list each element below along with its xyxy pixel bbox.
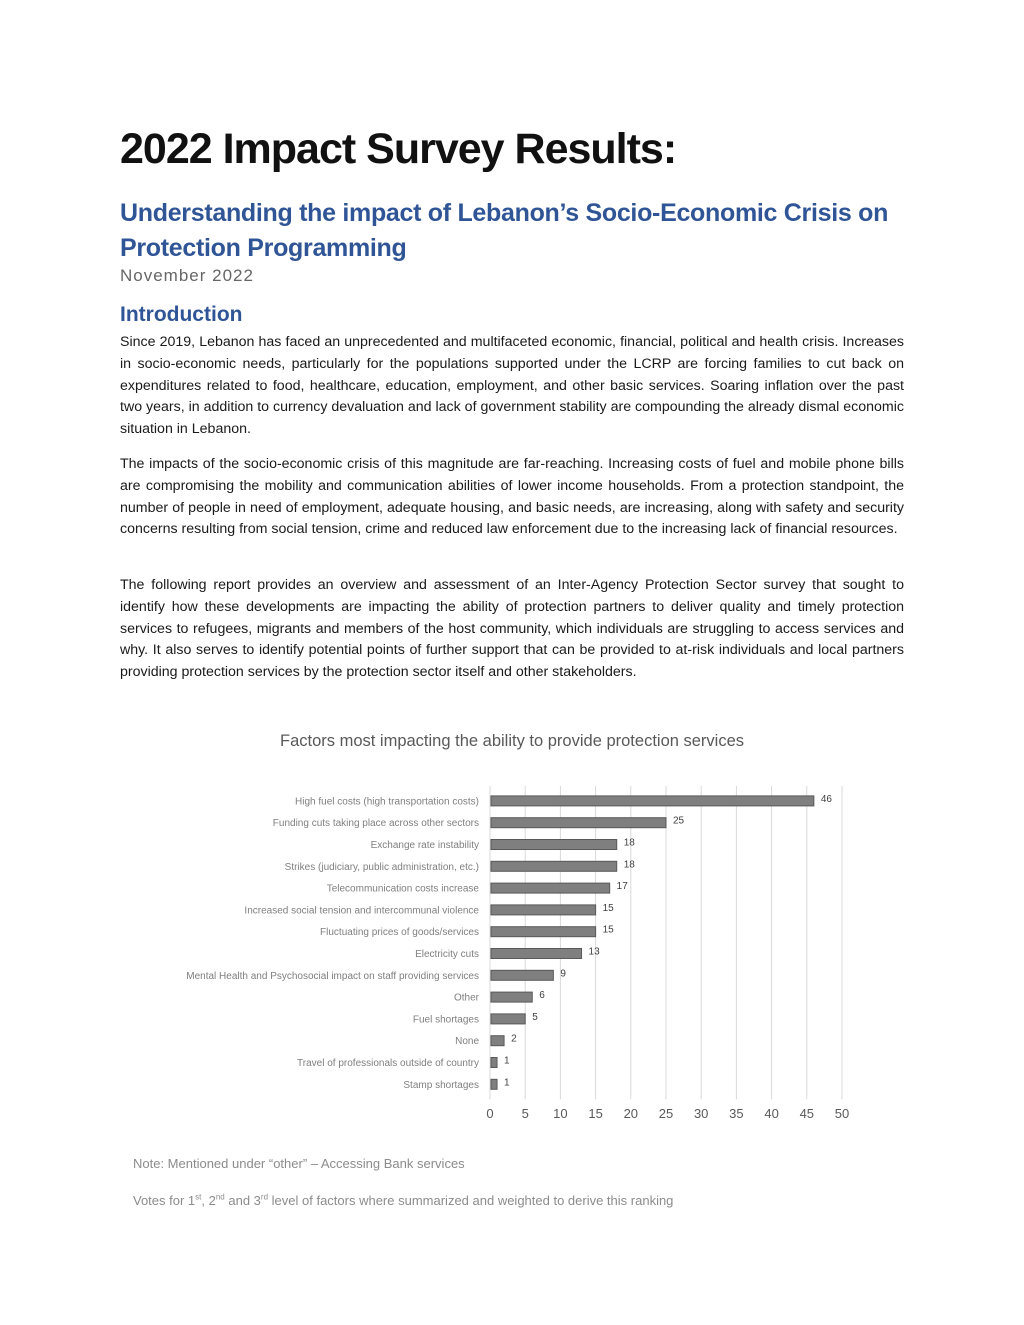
bar bbox=[491, 1079, 497, 1089]
category-label: Exchange rate instability bbox=[370, 840, 479, 851]
note-votes-text-1: Votes for 1 bbox=[133, 1193, 196, 1208]
bar bbox=[491, 1036, 504, 1046]
page-title: 2022 Impact Survey Results: bbox=[120, 125, 677, 173]
note-votes-sup-1: st bbox=[195, 1192, 202, 1202]
x-tick-label: 30 bbox=[693, 1106, 709, 1122]
data-label: 25 bbox=[673, 815, 685, 827]
category-label: Mental Health and Psychosocial impact on staff providing services bbox=[186, 970, 479, 982]
data-label: 2 bbox=[511, 1033, 517, 1045]
data-label: 17 bbox=[616, 881, 628, 893]
x-tick-label: 35 bbox=[729, 1106, 744, 1122]
category-label: Increased social tension and intercommunal violence bbox=[244, 905, 479, 917]
x-tick-label: 40 bbox=[764, 1106, 779, 1122]
page-subtitle: Understanding the impact of Lebanon’s Socio-Economic Crisis on Protection Programming bbox=[120, 199, 889, 262]
x-tick-label: 5 bbox=[521, 1106, 529, 1122]
bar bbox=[491, 970, 553, 980]
bar bbox=[491, 796, 814, 806]
note-votes-text-3: and 3 bbox=[224, 1193, 261, 1208]
note-votes-text-2: , 2 bbox=[201, 1193, 216, 1208]
publication-date: November 2022 bbox=[120, 266, 254, 285]
category-label: None bbox=[455, 1036, 479, 1048]
x-tick-label: 20 bbox=[623, 1106, 639, 1122]
data-label: 9 bbox=[560, 968, 566, 980]
bar bbox=[491, 818, 666, 828]
x-tick-label: 25 bbox=[658, 1106, 674, 1122]
bar bbox=[491, 992, 532, 1002]
x-tick-label: 15 bbox=[588, 1106, 603, 1122]
category-label: Strikes (judiciary, public administration, etc.) bbox=[284, 861, 479, 873]
data-label: 18 bbox=[623, 837, 635, 849]
chart-title: Factors most impacting the ability to provide protection services bbox=[279, 732, 745, 750]
chart-note-other: Note: Mentioned under “other” – Accessing Bank services bbox=[133, 1156, 465, 1171]
bar bbox=[491, 949, 582, 959]
bar bbox=[491, 905, 596, 915]
data-label: 46 bbox=[820, 793, 832, 805]
data-label: 5 bbox=[532, 1011, 538, 1023]
bar bbox=[491, 927, 596, 937]
x-tick-label: 50 bbox=[834, 1106, 850, 1122]
category-label: Telecommunication costs increase bbox=[326, 883, 479, 895]
x-tick-label: 45 bbox=[799, 1106, 815, 1122]
category-label: High fuel costs (high transportation costs) bbox=[295, 796, 479, 808]
data-label: 15 bbox=[602, 902, 614, 914]
intro-paragraph-1: Since 2019, Lebanon has faced an unprecedented and multifaceted economic, financial, political and health crisis. Increases in socio-economic needs, particularly for the populations supported under the LCRP are forcing families to cut back on expenditures related to food, healthcare, education, employment, and other basic services. Soaring inflation over the past two years, in addition to currency devaluation and lack of government stability are compounding the already dismal economic situation in Lebanon. bbox=[120, 334, 904, 438]
bar bbox=[491, 1014, 525, 1024]
data-label: 15 bbox=[602, 924, 614, 936]
note-votes-text-4: level of factors where summarized and weighted to derive this ranking bbox=[268, 1193, 674, 1208]
bar bbox=[491, 861, 617, 871]
chart-note-votes bbox=[133, 1190, 733, 1211]
data-label: 18 bbox=[623, 859, 635, 871]
intro-paragraph-3: The following report provides an overview and assessment of an Inter-Agency Protection Sector survey that sought to identify how these developments are impacting the ability of protection partners to deliver quality and timely protection services to refugees, migrants and members of the host community, which individuals are struggling to access services and why. It also serves to identify potential points of further support that can be provided to at-risk individuals and local partners providing protection services by the protection sector itself and other stakeholders. bbox=[120, 577, 904, 681]
section-heading-introduction: Introduction bbox=[120, 303, 243, 326]
category-label: Electricity cuts bbox=[415, 949, 479, 960]
category-label: Other bbox=[453, 992, 479, 1004]
data-label: 1 bbox=[504, 1055, 510, 1067]
intro-paragraph-2: The impacts of the socio-economic crisis of this magnitude are far-reaching. Increasing costs of fuel and mobile phone bills are compromising the mobility and communication abilities of lower income households. From a protection standpoint, the number of people in need of employment, adequate housing, and basic needs, are increasing, along with safety and security concerns resulting from social tension, crime and reduced law enforcement due to the increasing lack of financial resources. bbox=[120, 456, 904, 538]
category-label: Fuel shortages bbox=[412, 1014, 479, 1026]
data-label: 1 bbox=[504, 1077, 510, 1089]
x-tick-label: 0 bbox=[486, 1106, 494, 1122]
note-votes-sup-3: rd bbox=[260, 1192, 269, 1202]
bar bbox=[491, 840, 617, 850]
category-label: Funding cuts taking place across other sectors bbox=[272, 818, 479, 830]
data-label: 13 bbox=[588, 946, 600, 958]
bar-chart bbox=[0, 780, 1024, 1140]
x-tick-label: 10 bbox=[553, 1106, 568, 1122]
note-votes-sup-2: nd bbox=[215, 1192, 225, 1202]
category-label: Travel of professionals outside of country bbox=[297, 1058, 479, 1069]
category-label: Fluctuating prices of goods/services bbox=[320, 927, 479, 939]
data-label: 6 bbox=[539, 990, 545, 1002]
bar bbox=[491, 883, 610, 893]
bar bbox=[491, 1058, 497, 1068]
category-label: Stamp shortages bbox=[403, 1079, 479, 1091]
